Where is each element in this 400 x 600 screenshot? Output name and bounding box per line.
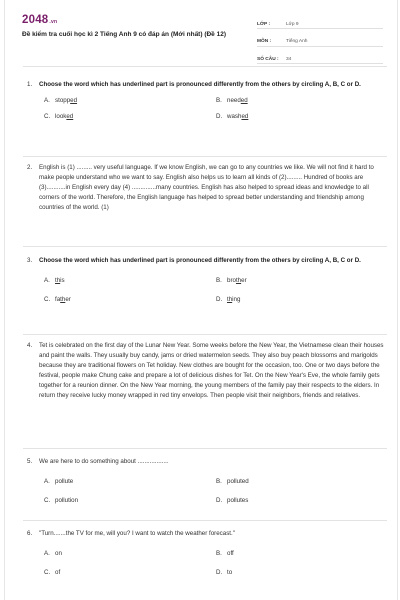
options xyxy=(44,295,387,311)
exam-sheet xyxy=(4,0,398,600)
option-a[interactable]: A. pollute xyxy=(44,478,74,485)
divider xyxy=(23,520,387,521)
meta-question-count xyxy=(257,49,383,64)
meta-value: Lớp 9 xyxy=(286,21,299,27)
option-d[interactable]: D. wash ed xyxy=(216,113,249,120)
question-5 xyxy=(27,457,387,512)
options xyxy=(44,112,387,128)
options xyxy=(44,477,387,493)
option-a[interactable]: A. stopp ed xyxy=(44,97,78,104)
option-a[interactable]: A. th is xyxy=(44,277,65,284)
question-text: "Turn.......the TV for me, will you? I want to watch the weather forecast." xyxy=(39,530,235,537)
question-number: 1. xyxy=(27,81,33,88)
meta-label: SỐ CÂU : xyxy=(257,56,279,62)
options xyxy=(44,549,387,565)
option-d[interactable]: D. to xyxy=(216,569,233,576)
question-2 xyxy=(27,163,387,213)
question-text: English is (1) ......... very useful language. If we know English, we can go to any countries we like. We will not find it hard to make people understand who we want to say. English also helps us to learn all kinds of (2)......... Hundred of books are (3)...........in English every day (4) ..............many countries. English has also helped to spread ideas and knowledge to all corners of the world. Therefore, the English language has helped to spread better understanding and friendship among countries of the world. (1) xyxy=(39,164,374,211)
meta-value: Tiếng Anh xyxy=(286,39,308,44)
question-text: We are here to do something about .................. xyxy=(39,458,169,465)
site-logo[interactable]: 2048.vn xyxy=(22,14,58,26)
meta-label: MÔN : xyxy=(257,39,272,44)
question-number: 4. xyxy=(27,342,33,349)
option-c[interactable]: C. pollution xyxy=(44,497,79,504)
exam-meta xyxy=(257,14,383,67)
options xyxy=(44,96,387,112)
option-b[interactable]: B. need ed xyxy=(216,97,248,104)
question-number: 6. xyxy=(27,530,33,537)
option-b[interactable]: B. off xyxy=(216,550,234,557)
option-c[interactable]: C. of xyxy=(44,569,61,576)
meta-value: 34 xyxy=(286,56,292,62)
divider xyxy=(23,66,387,67)
question-3 xyxy=(27,256,387,311)
divider xyxy=(23,156,387,157)
options xyxy=(44,276,387,292)
option-d[interactable]: D. pollutes xyxy=(216,497,249,504)
options xyxy=(44,568,387,584)
option-c[interactable]: C. look ed xyxy=(44,113,74,120)
option-b[interactable]: B. polluted xyxy=(216,478,249,485)
meta-class xyxy=(257,14,383,29)
divider xyxy=(23,334,387,335)
question-4 xyxy=(27,341,387,401)
question-text: Choose the word which has underlined part is pronounced differently from the others by circling A, B, C or D. xyxy=(39,81,361,88)
page-header xyxy=(5,0,397,66)
divider xyxy=(23,246,387,247)
question-number: 5. xyxy=(27,458,33,465)
question-text: Tet is celebrated on the first day of the Lunar New Year. Some weeks before the New Year, the Vietnamese clean their houses and paint the walls. They usually buy candy, jams or dried watermelon seeds. They also buy peach blossoms and marigolds because they are traditional flowers on Tet holiday. New clothes are bought for the occasion, too. One or two days before the festival, people make Chung cake and prepare a lot of delicious dishes for Tet. On the New Year's Eve, the whole family gets together for a reunion dinner. On the New Year morning, the young members of the family pay their respects to the elders. In return they receive lucky money wrapped in red tiny envelops. Then people visit their neighbors, friends and relatives. xyxy=(39,342,384,399)
question-text: Choose the word which has underlined part is pronounced differently from the others by circling A, B, C or D. xyxy=(39,257,361,264)
options xyxy=(44,496,387,512)
question-6 xyxy=(27,529,387,584)
option-c[interactable]: C. fa th er xyxy=(44,296,71,303)
meta-subject xyxy=(257,32,383,47)
question-number: 2. xyxy=(27,164,33,171)
question-1 xyxy=(27,80,387,128)
question-number: 3. xyxy=(27,257,33,264)
meta-label: LỚP : xyxy=(257,21,271,27)
page-title: Đề kiểm tra cuối học kì 2 Tiếng Anh 9 có đáp án (Mới nhất) (Đề 12) xyxy=(22,31,226,38)
option-a[interactable]: A. on xyxy=(44,550,62,557)
option-b[interactable]: B. bro th er xyxy=(216,277,247,284)
option-d[interactable]: D. th ing xyxy=(216,296,241,303)
divider xyxy=(23,448,387,449)
